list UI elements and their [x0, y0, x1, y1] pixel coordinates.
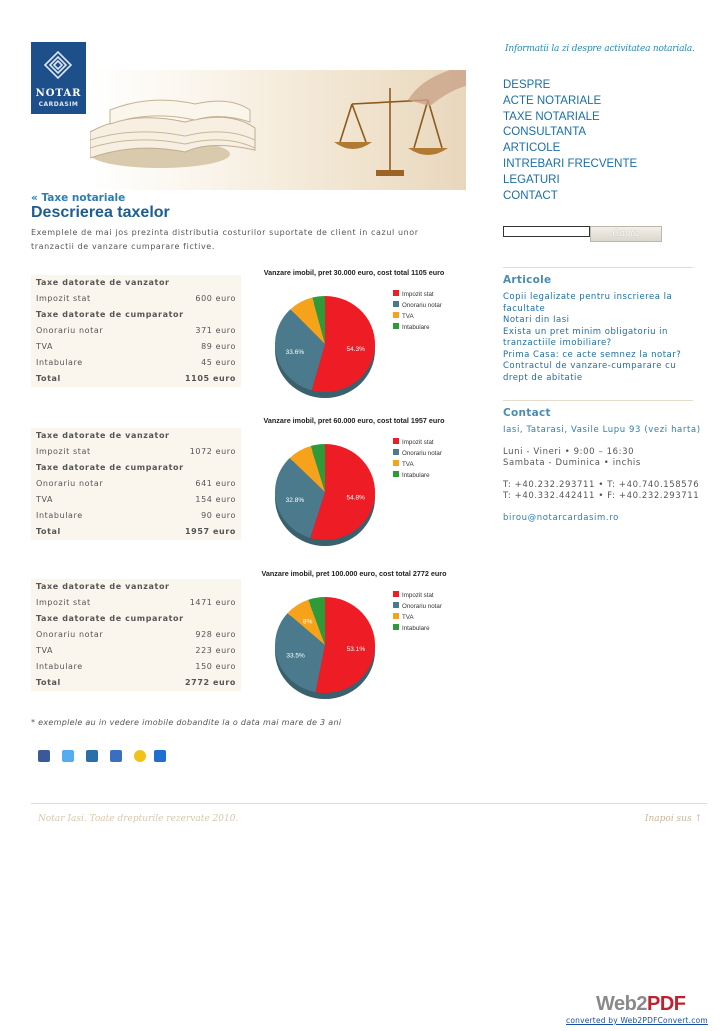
pie-chart-1	[243, 264, 465, 404]
table-row	[31, 355, 241, 371]
legend-swatch	[393, 613, 399, 619]
table-row	[31, 291, 241, 307]
pie-slice-label: 33.5%	[286, 652, 305, 660]
row-value: 90 euro	[201, 511, 236, 520]
table-row	[31, 595, 241, 611]
linkedin-icon[interactable]	[86, 750, 98, 762]
breadcrumb[interactable]: « Taxe notariale	[31, 192, 126, 204]
total-row	[31, 524, 241, 540]
row-label: Intabulare	[36, 511, 83, 520]
pie-chart-2	[243, 412, 465, 552]
intro-text: Exemplele de mai jos prezinta distributia costurilor suportate de client in cazul unor tranzactii de vanzare cumparare fictive.	[31, 228, 419, 251]
row-label: Intabulare	[36, 358, 83, 367]
row-value: 154 euro	[195, 495, 236, 504]
article-link[interactable]: Copii legalizate pentru inscrierea la facultate	[503, 292, 673, 314]
chart-title: Vanzare imobil, pret 30.000 euro, cost total 1105 euro	[263, 268, 445, 277]
legend-swatch	[393, 301, 399, 307]
search-input[interactable]	[503, 226, 590, 237]
total-value: 1957 euro	[184, 527, 236, 536]
table-row	[31, 444, 241, 460]
logo-part: Web2	[596, 993, 647, 1015]
total-value: 1105 euro	[184, 374, 236, 383]
legend-swatch	[393, 471, 399, 477]
row-value: 1471 euro	[189, 598, 236, 607]
logo-mark-icon	[41, 48, 75, 82]
web2pdf-logo[interactable]	[596, 993, 685, 1016]
total-label: Total	[36, 374, 61, 383]
footnote: * exemplele au in vedere imobile dobandite la o data mai mare de 3 ani	[31, 718, 342, 727]
legend-label: Intabulare	[402, 324, 430, 331]
nav-item-articole[interactable]: ARTICOLE	[503, 142, 561, 155]
tagline: Informatii la zi despre activitatea notariala.	[505, 44, 695, 54]
pie-slice-label: 54.8%	[346, 494, 365, 502]
article-link[interactable]: Prima Casa: ce acte semnez la notar?	[503, 349, 682, 360]
twitter-icon[interactable]	[62, 750, 74, 762]
row-value: 928 euro	[195, 630, 236, 639]
total-row	[31, 675, 241, 691]
legend-label: Impozit stat	[402, 592, 434, 599]
table-row	[31, 508, 241, 524]
row-label: Impozit stat	[36, 294, 91, 303]
legend-label: TVA	[402, 614, 414, 621]
tax-table-3	[31, 579, 241, 691]
seller-header: Taxe datorate de vanzator	[36, 278, 170, 287]
table-row	[31, 492, 241, 508]
copyright: Notar Iasi. Toate drepturile rezervate 2010.	[38, 814, 239, 824]
legend-label: Onorariu notar	[402, 302, 442, 309]
legend-swatch	[393, 290, 399, 296]
pie-chart-svg	[243, 565, 465, 705]
legend-swatch	[393, 624, 399, 630]
search-button[interactable]: Cauta	[590, 226, 662, 242]
legend-swatch	[393, 602, 399, 608]
logo-text: NOTAR	[35, 88, 82, 99]
books-scale-icon	[90, 70, 466, 190]
legend-swatch	[393, 312, 399, 318]
contact-heading: Contact	[503, 407, 551, 419]
articles-list	[503, 292, 693, 384]
total-label: Total	[36, 527, 61, 536]
divider	[503, 267, 693, 268]
page-title: Descrierea taxelor	[31, 204, 170, 221]
hours-weekend: Sambata - Duminica • inchis	[503, 458, 641, 468]
header-banner-image	[90, 70, 466, 190]
pie-chart-svg	[243, 412, 465, 552]
seller-header: Taxe datorate de vanzator	[36, 431, 170, 440]
logo[interactable]	[31, 42, 86, 114]
main-nav	[503, 78, 637, 204]
nav-item-taxe-notariale[interactable]: TAXE NOTARIALE	[503, 110, 600, 123]
chart-title: Vanzare imobil, pret 100.000 euro, cost total 2772 euro	[261, 569, 447, 578]
chart-title: Vanzare imobil, pret 60.000 euro, cost total 1957 euro	[263, 416, 445, 425]
legend-label: TVA	[402, 461, 414, 468]
row-label: TVA	[36, 646, 54, 655]
nav-item-contact[interactable]: CONTACT	[503, 189, 558, 202]
row-value: 45 euro	[201, 358, 236, 367]
nav-item-despre[interactable]: DESPRE	[503, 79, 551, 91]
legend-label: TVA	[402, 313, 414, 320]
total-row	[31, 371, 241, 387]
logo-part: PDF	[646, 993, 686, 1015]
row-value: 223 euro	[195, 646, 236, 655]
total-value: 2772 euro	[184, 678, 236, 687]
row-label: Intabulare	[36, 662, 83, 671]
buyer-header: Taxe datorate de cumparator	[36, 614, 184, 623]
contact-address[interactable]: Iasi, Tatarasi, Vasile Lupu 93 (vezi harta)	[503, 425, 701, 435]
legend-label: Onorariu notar	[402, 450, 442, 457]
row-value: 150 euro	[195, 662, 236, 671]
tax-table-2	[31, 428, 241, 540]
nav-item-intrebari-frecvente[interactable]: INTREBARI FRECVENTE	[503, 157, 638, 170]
legend-label: Onorariu notar	[402, 603, 442, 610]
article-link[interactable]: Notari din Iasi	[503, 315, 570, 325]
plus-icon[interactable]	[154, 750, 166, 762]
row-label: TVA	[36, 495, 54, 504]
pie-chart-svg	[243, 264, 465, 404]
legend-swatch	[393, 591, 399, 597]
legend-swatch	[393, 438, 399, 444]
divider	[503, 400, 693, 401]
row-value: 600 euro	[195, 294, 236, 303]
row-label: TVA	[36, 342, 54, 351]
articles-heading: Articole	[503, 274, 552, 286]
pie-slice-label: 53.1%	[346, 645, 366, 653]
row-label: Impozit stat	[36, 598, 91, 607]
legend-label: Intabulare	[402, 472, 430, 479]
buyer-header: Taxe datorate de cumparator	[36, 310, 184, 319]
tax-table-1	[31, 275, 241, 387]
row-label: Onorariu notar	[36, 326, 104, 335]
seller-header: Taxe datorate de vanzator	[36, 582, 170, 591]
row-label: Impozit stat	[36, 447, 91, 456]
email-link[interactable]: birou@notarcardasim.ro	[503, 513, 619, 523]
row-label: Onorariu notar	[36, 630, 104, 639]
row-label: Onorariu notar	[36, 479, 104, 488]
legend-swatch	[393, 323, 399, 329]
article-link[interactable]: Contractul de vanzare-cumparare cu drept de abitatie	[503, 361, 677, 383]
table-row	[31, 323, 241, 339]
table-row	[31, 476, 241, 492]
nav-item-consultanta[interactable]: CONSULTANTA	[503, 126, 587, 139]
buyer-header: Taxe datorate de cumparator	[36, 463, 184, 472]
nav-item-legaturi[interactable]: LEGATURI	[503, 173, 560, 186]
nav-item-acte-notariale[interactable]: ACTE NOTARIALE	[503, 94, 602, 107]
emoji-icon[interactable]	[134, 750, 146, 762]
legend-swatch	[393, 449, 399, 455]
delicious-icon[interactable]	[110, 750, 122, 762]
row-value: 371 euro	[195, 326, 236, 335]
row-value: 641 euro	[195, 479, 236, 488]
table-row	[31, 643, 241, 659]
article-link[interactable]: Exista un pret minim obligatoriu in tranzactiile imobiliare?	[503, 326, 668, 348]
phone-line-2: T: +40.332.442411 • F: +40.232.293711	[503, 491, 700, 501]
pie-slice-label: 54.3%	[346, 346, 365, 353]
pie-slice-label: 8%	[302, 618, 313, 626]
table-row	[31, 339, 241, 355]
pie-chart-3	[243, 565, 465, 705]
pie-slice-label: 32.8%	[285, 497, 305, 505]
web2pdf-link[interactable]: converted by Web2PDFConvert.com	[566, 1016, 708, 1025]
facebook-icon[interactable]	[38, 750, 50, 762]
row-value: 1072 euro	[189, 447, 236, 456]
pie-slice-label: 33.6%	[285, 349, 305, 357]
table-row	[31, 659, 241, 675]
phone-line-1: T: +40.232.293711 • T: +40.740.158576	[503, 480, 700, 490]
hours-weekday: Luni - Vineri • 9:00 – 16:30	[503, 447, 635, 457]
legend-label: Intabulare	[402, 625, 430, 632]
row-value: 89 euro	[201, 342, 236, 351]
logo-subtext: CARDASIM	[38, 101, 79, 108]
legend-label: Impozit stat	[402, 439, 434, 446]
table-row	[31, 627, 241, 643]
total-label: Total	[36, 678, 61, 687]
footer-divider	[31, 803, 707, 804]
back-to-top-link[interactable]: Inapoi sus ↑	[644, 814, 702, 824]
legend-swatch	[393, 460, 399, 466]
legend-label: Impozit stat	[402, 291, 434, 298]
